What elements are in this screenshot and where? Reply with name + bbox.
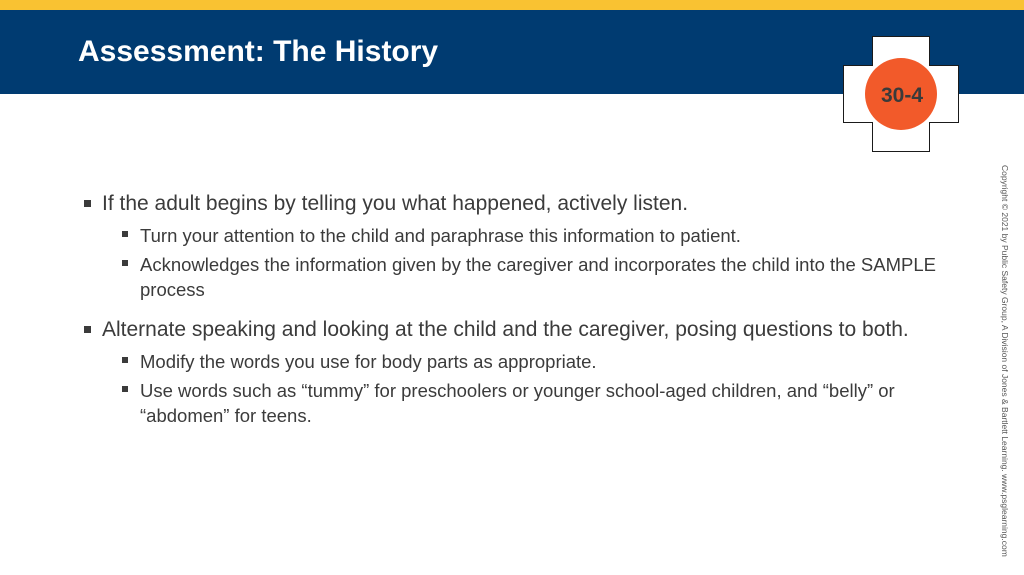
slide-title: Assessment: The History [78, 35, 439, 68]
bullet-content [84, 190, 964, 432]
bullet-item: Alternate speaking and looking at the child and the caregiver, posing questions to both. [84, 316, 964, 344]
slide-number: 30-4 [880, 84, 924, 107]
sub-bullet-item: Use words such as “tummy” for preschoolers or younger school-aged children, and “belly” or “abdomen” for teens. [122, 378, 964, 428]
sub-bullet-item: Turn your attention to the child and paraphrase this information to patient. [122, 223, 964, 248]
top-accent-stripe [0, 0, 1024, 10]
sub-bullet-item: Modify the words you use for body parts as appropriate. [122, 349, 964, 374]
bullet-group [84, 190, 964, 302]
copyright-notice: Copyright © 2021 by Public Safety Group, A Division of Jones & Bartlett Learning. www.psglearning.com [1000, 165, 1010, 557]
sub-bullet-list [84, 349, 964, 428]
bullet-group [84, 316, 964, 428]
sub-bullet-list [84, 223, 964, 302]
bullet-item: If the adult begins by telling you what happened, actively listen. [84, 190, 964, 218]
sub-bullet-item: Acknowledges the information given by the caregiver and incorporates the child into the SAMPLE process [122, 252, 964, 302]
